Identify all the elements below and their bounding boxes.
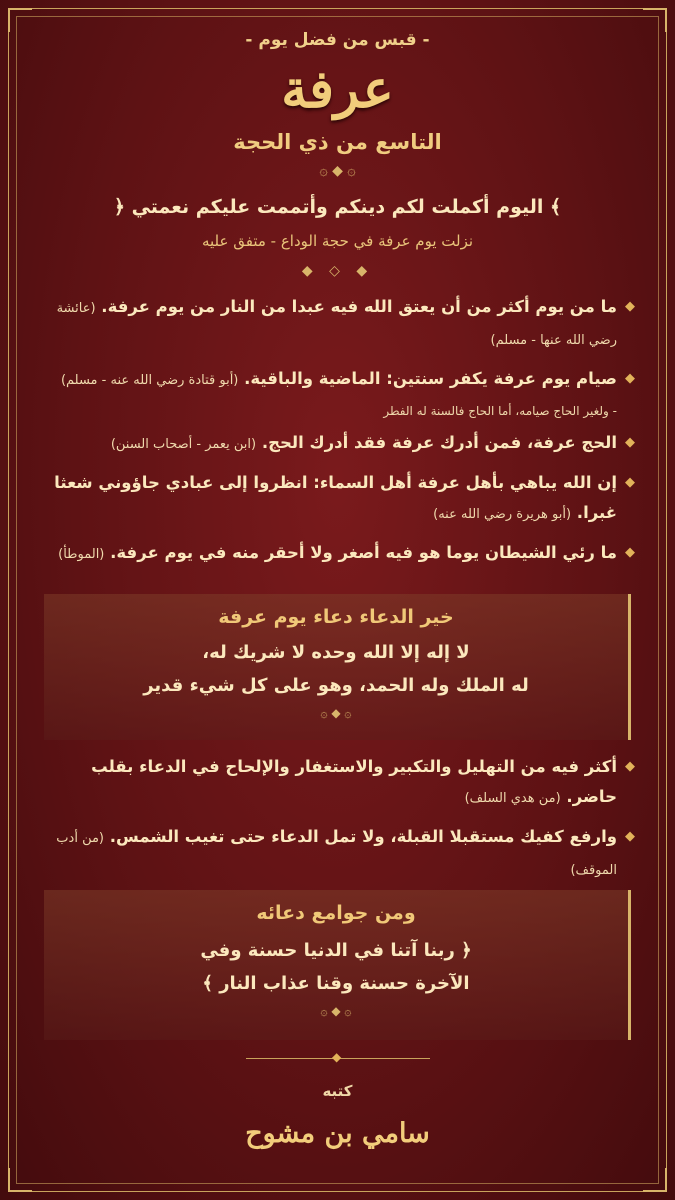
diamond-bullet-icon: ◆: [625, 435, 635, 450]
etiquette-list: [43, 752, 635, 894]
list-item: [43, 822, 635, 886]
list-item: [43, 364, 635, 396]
dua-box-title: خير الدعاء دعاء يوم عرفة: [218, 606, 454, 628]
diamond-bullet-icon: ◆: [625, 475, 635, 490]
dua-line: لا إله إلا الله وحده لا شريك له،: [202, 642, 470, 663]
ornament-divider-icon: ۞ ◆ ۞: [319, 163, 356, 179]
diamond-bullet-icon: ◆: [625, 829, 635, 844]
item-text: وارفع كفيك مستقبلا القبلة، ولا تمل الدعاء حتى تغيب الشمس.: [109, 827, 617, 846]
item-source: (من هدي السلف): [464, 791, 561, 806]
item-source: (أبو هريرة رضي الله عنه): [433, 507, 572, 522]
item-subnote: - ولغير الحاج صيامه، أما الحاج فالسنة له الفطر: [383, 404, 617, 418]
corner-ornament-icon: [643, 8, 667, 32]
jawami-line: ﴿ ربنا آتنا في الدنيا حسنة وفي: [200, 940, 472, 961]
list-item: [43, 428, 635, 460]
byline-label: كتبه: [322, 1082, 353, 1100]
corner-ornament-icon: [8, 1168, 32, 1192]
diamond-bullet-icon: ◆: [625, 371, 635, 386]
item-source: (من أدب الموقف): [56, 831, 617, 878]
jawami-line: الآخرة حسنة وقنا عذاب النار ﴾: [202, 973, 470, 994]
ornament-divider-icon: ۞ ◆ ۞: [320, 1004, 352, 1018]
quran-verse: ﴿ اليوم أكملت لكم دينكم وأتممت عليكم نعمتي ﴾: [113, 196, 562, 218]
list-item: [43, 538, 635, 570]
item-source: (ابن يعمر - أصحاب السنن): [110, 437, 257, 452]
diamond-dot-icon: ◆: [332, 1050, 342, 1064]
eyebrow-text: - قبس من فضل يوم -: [245, 30, 430, 50]
list-item: [43, 468, 635, 530]
item-text: إن الله يباهي بأهل عرفة أهل السماء: انظروا إلى عبادي جاؤوني شعثا غبرا.: [54, 473, 617, 522]
item-text: أكثر فيه من التهليل والتكبير والاستغفار والإلحاح في الدعاء بقلب حاضر.: [91, 757, 617, 806]
jawami-box-title: ومن جوامع دعائه: [256, 902, 416, 924]
diamond-bullet-icon: ◆: [625, 299, 635, 314]
item-source: (عائشة رضي الله عنها - مسلم): [56, 301, 617, 348]
diamond-bullet-icon: ◆: [625, 759, 635, 774]
list-item: [43, 752, 635, 814]
item-text: ما رئي الشيطان يوما هو فيه أصغر ولا أحقر منه في يوم عرفة.: [110, 543, 617, 562]
verse-note: نزلت يوم عرفة في حجة الوداع - متفق عليه: [201, 232, 474, 250]
page-subtitle: التاسع من ذي الحجة: [233, 130, 442, 154]
author-name: سامي بن مشوح: [245, 1118, 430, 1149]
item-text: صيام يوم عرفة يكفر سنتين: الماضية والباقية.: [244, 369, 617, 388]
list-item: [43, 292, 635, 356]
item-text: ما من يوم أكثر من أن يعتق الله فيه عبدا من النار من يوم عرفة.: [101, 297, 617, 316]
page-title: عرفة: [281, 59, 394, 120]
ornament-divider-icon: ◆ ◇ ◆: [301, 263, 374, 279]
ornament-divider-icon: ۞ ◆ ۞: [320, 706, 352, 720]
item-source: (أبو قتادة رضي الله عنه - مسلم): [60, 373, 239, 388]
corner-ornament-icon: [643, 1168, 667, 1192]
virtues-list: [43, 292, 635, 578]
diamond-bullet-icon: ◆: [625, 545, 635, 560]
item-source: (الموطأ): [58, 547, 105, 562]
dua-box: [44, 594, 631, 740]
item-text: الحج عرفة، فمن أدرك عرفة فقد أدرك الحج.: [261, 433, 617, 452]
dua-line: له الملك وله الحمد، وهو على كل شيء قدير: [143, 675, 529, 696]
corner-ornament-icon: [8, 8, 32, 32]
jawami-box: [44, 890, 631, 1040]
